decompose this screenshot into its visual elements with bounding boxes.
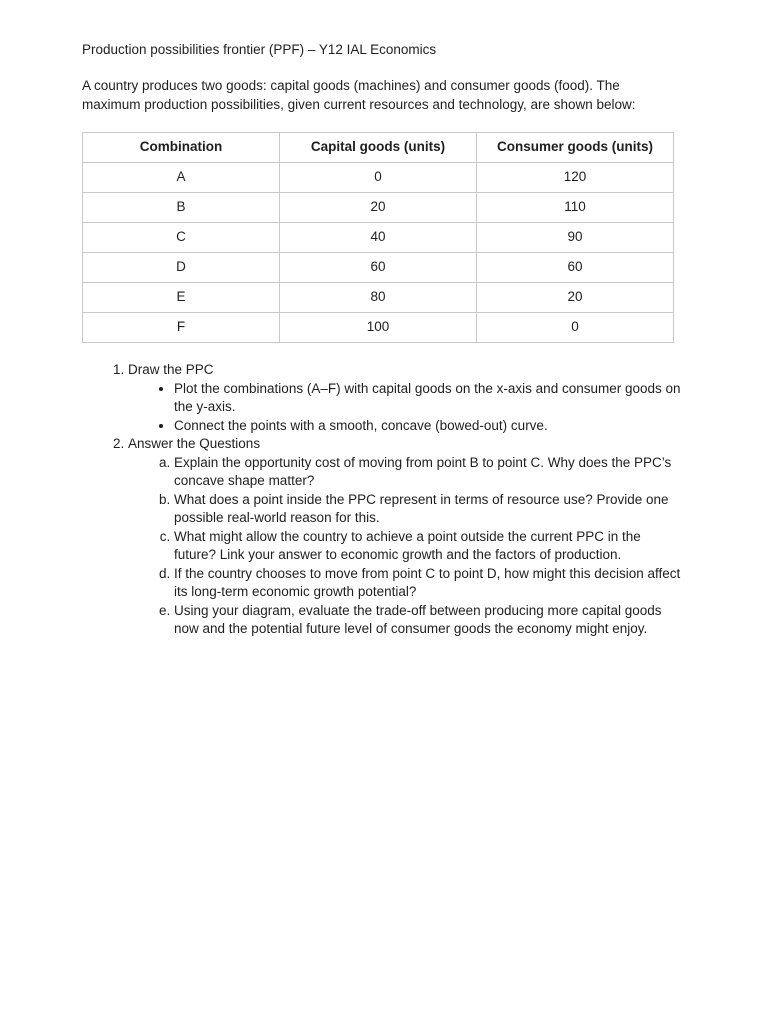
cell-capital: 20 <box>280 193 477 223</box>
cell-consumer: 0 <box>477 313 674 343</box>
question-item: a. Explain the opportunity cost of moving from point B to point C. Why does the PPC’s concave shape matter? <box>174 454 682 491</box>
header-consumer-goods: Consumer goods (units) <box>477 133 674 163</box>
cell-combination: E <box>83 283 280 313</box>
question-item: c. What might allow the country to achieve a point outside the current PPC in the future? Link your answer to economic growth and the factors of production. <box>174 528 682 565</box>
cell-combination: D <box>83 253 280 283</box>
cell-consumer: 90 <box>477 223 674 253</box>
cell-consumer: 120 <box>477 163 674 193</box>
list-item: • Plot the combinations (A–F) with capital goods on the x-axis and consumer goods on the y-axis. <box>174 380 682 417</box>
question-item: b. What does a point inside the PPC represent in terms of resource use? Provide one possible real-world reason for this. <box>174 491 682 528</box>
header-combination: Combination <box>83 133 280 163</box>
draw-instructions-list <box>128 380 682 436</box>
intro-paragraph: A country produces two goods: capital goods (machines) and consumer goods (food). The maximum production possibilities, given current resources and technology, are shown below: <box>82 78 636 112</box>
questions-list <box>128 454 682 639</box>
table-header-row <box>83 133 674 163</box>
cell-consumer: 110 <box>477 193 674 223</box>
document-title: Production possibilities frontier (PPF) – Y12 IAL Economics <box>82 42 437 57</box>
cell-capital: 40 <box>280 223 477 253</box>
cell-capital: 80 <box>280 283 477 313</box>
header-capital-goods: Capital goods (units) <box>280 133 477 163</box>
cell-combination: C <box>83 223 280 253</box>
ppf-table <box>82 132 674 343</box>
table-row <box>83 313 674 343</box>
table-row <box>83 253 674 283</box>
cell-consumer: 60 <box>477 253 674 283</box>
task-draw-ppc <box>128 361 682 435</box>
list-item: • Connect the points with a smooth, concave (bowed-out) curve. <box>174 417 682 436</box>
task-heading: Draw the PPC <box>128 362 214 377</box>
question-item: e. Using your diagram, evaluate the trade-off between producing more capital goods now and the potential future level of consumer goods the economy might enjoy. <box>174 602 682 639</box>
table-row <box>83 283 674 313</box>
cell-combination: A <box>83 163 280 193</box>
table-row <box>83 163 674 193</box>
cell-consumer: 20 <box>477 283 674 313</box>
document-page <box>82 40 682 639</box>
cell-combination: B <box>83 193 280 223</box>
task-answer-questions <box>128 435 682 639</box>
cell-combination: F <box>83 313 280 343</box>
cell-capital: 100 <box>280 313 477 343</box>
cell-capital: 60 <box>280 253 477 283</box>
table-row <box>83 193 674 223</box>
task-list <box>82 361 682 639</box>
task-heading: Answer the Questions <box>128 436 261 451</box>
question-item: d. If the country chooses to move from point C to point D, how might this decision affect its long-term economic growth potential? <box>174 565 682 602</box>
cell-capital: 0 <box>280 163 477 193</box>
table-row <box>83 223 674 253</box>
